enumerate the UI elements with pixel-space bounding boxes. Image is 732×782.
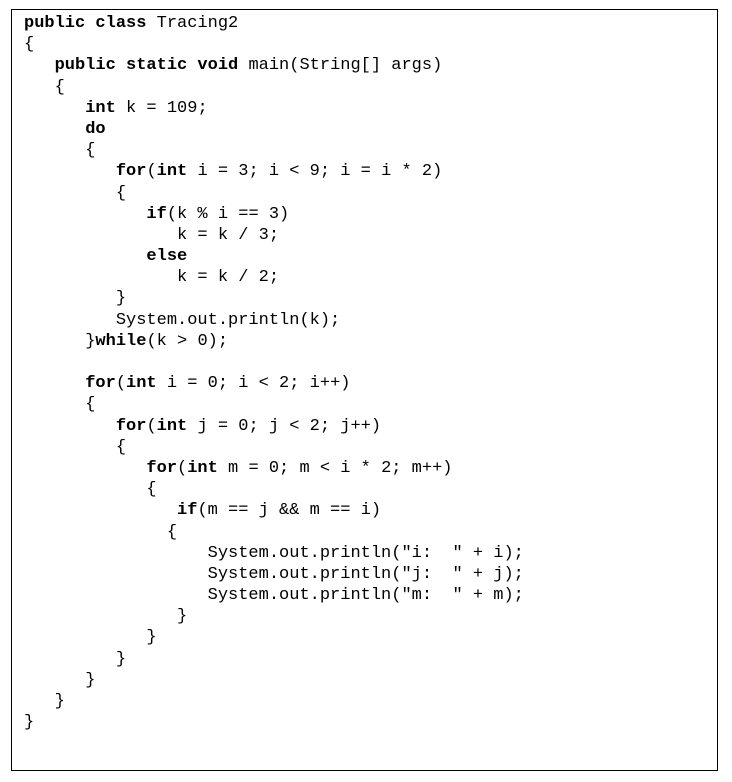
code-token: } xyxy=(24,331,96,351)
keyword-token: for xyxy=(115,416,147,436)
code-token: { xyxy=(24,437,127,457)
code-token xyxy=(24,120,85,139)
code-token xyxy=(24,247,146,266)
keyword-token: int xyxy=(156,416,188,436)
code-line xyxy=(24,13,524,34)
code-line xyxy=(24,479,524,500)
code-line xyxy=(24,246,524,267)
code-line xyxy=(24,500,524,521)
code-token: m = 0; m < i * 2; m++) xyxy=(217,458,453,478)
keyword-token: if xyxy=(177,501,198,521)
code-token: (k > 0); xyxy=(146,331,229,351)
code-token: { xyxy=(24,183,127,203)
keyword-token: for xyxy=(85,374,116,394)
code-token: } xyxy=(24,713,35,733)
code-line xyxy=(24,225,524,246)
code-line xyxy=(24,119,524,140)
code-token: k = k / 3; xyxy=(24,225,280,245)
code-line xyxy=(24,437,524,458)
code-line xyxy=(24,522,524,543)
code-token: j = 0; j < 2; j++) xyxy=(187,416,382,436)
code-token: main(String[] args) xyxy=(238,56,443,76)
code-token: ( xyxy=(146,416,157,436)
code-line xyxy=(24,606,524,627)
code-token: } xyxy=(24,628,157,648)
code-line xyxy=(24,331,524,352)
code-token: k = 109; xyxy=(115,98,208,118)
code-line xyxy=(24,267,524,288)
code-line xyxy=(24,458,524,479)
code-token xyxy=(24,162,116,181)
code-token: ( xyxy=(146,162,157,182)
code-line xyxy=(24,204,524,225)
keyword-token: int xyxy=(126,374,157,394)
code-line xyxy=(24,352,524,373)
code-token: { xyxy=(24,77,65,97)
code-line xyxy=(24,288,524,309)
keyword-token: int xyxy=(85,98,116,118)
code-line xyxy=(24,394,524,415)
keyword-token: for xyxy=(115,162,147,182)
code-token xyxy=(24,374,85,393)
code-line xyxy=(24,543,524,564)
code-token: i = 3; i < 9; i = i * 2) xyxy=(187,162,443,182)
code-token: k = k / 2; xyxy=(24,268,280,288)
code-token xyxy=(24,56,55,75)
code-token: System.out.println("m: " + m); xyxy=(24,586,524,606)
code-token: } xyxy=(24,289,127,309)
code-line xyxy=(24,691,524,712)
code-token xyxy=(24,417,116,436)
code-line xyxy=(24,649,524,670)
keyword-token: do xyxy=(85,119,106,139)
code-line xyxy=(24,140,524,161)
keyword-token: public class xyxy=(24,14,147,33)
code-token xyxy=(24,205,146,224)
code-line xyxy=(24,712,524,733)
code-line xyxy=(24,77,524,98)
code-line xyxy=(24,564,524,585)
code-token: System.out.println("i: " + i); xyxy=(24,543,524,563)
code-box xyxy=(11,9,718,771)
code-line xyxy=(24,416,524,437)
code-line xyxy=(24,373,524,394)
keyword-token: while xyxy=(95,331,147,351)
code-token: i = 0; i < 2; i++) xyxy=(156,374,351,394)
code-listing xyxy=(24,13,524,733)
keyword-token: if xyxy=(146,204,167,224)
code-line xyxy=(24,585,524,606)
code-token: (k % i == 3) xyxy=(166,204,290,224)
code-token: (m == j && m == i) xyxy=(197,501,382,521)
code-line xyxy=(24,161,524,182)
keyword-token: public static void xyxy=(54,56,239,76)
code-line xyxy=(24,670,524,691)
keyword-token: int xyxy=(187,458,218,478)
code-line xyxy=(24,55,524,76)
code-token xyxy=(24,459,146,478)
code-token: ( xyxy=(115,374,127,394)
code-token: Tracing2 xyxy=(146,14,239,33)
code-token: { xyxy=(24,395,96,415)
code-token: System.out.println("j: " + j); xyxy=(24,564,524,584)
code-line xyxy=(24,34,524,55)
code-token xyxy=(24,501,177,520)
code-token: { xyxy=(24,35,35,55)
code-line xyxy=(24,627,524,648)
code-token: ( xyxy=(177,458,188,478)
code-line xyxy=(24,183,524,204)
code-token: { xyxy=(24,522,178,542)
code-token xyxy=(24,99,85,118)
code-token: System.out.println(k); xyxy=(24,310,341,330)
code-line xyxy=(24,310,524,331)
code-token: } xyxy=(24,670,96,690)
keyword-token: else xyxy=(146,247,188,267)
code-token: } xyxy=(24,649,127,669)
code-line xyxy=(24,98,524,119)
keyword-token: for xyxy=(146,458,178,478)
keyword-token: int xyxy=(156,162,188,182)
code-token: { xyxy=(24,480,157,500)
code-token: { xyxy=(24,141,96,161)
code-token: } xyxy=(24,607,188,627)
code-token: } xyxy=(24,692,65,711)
